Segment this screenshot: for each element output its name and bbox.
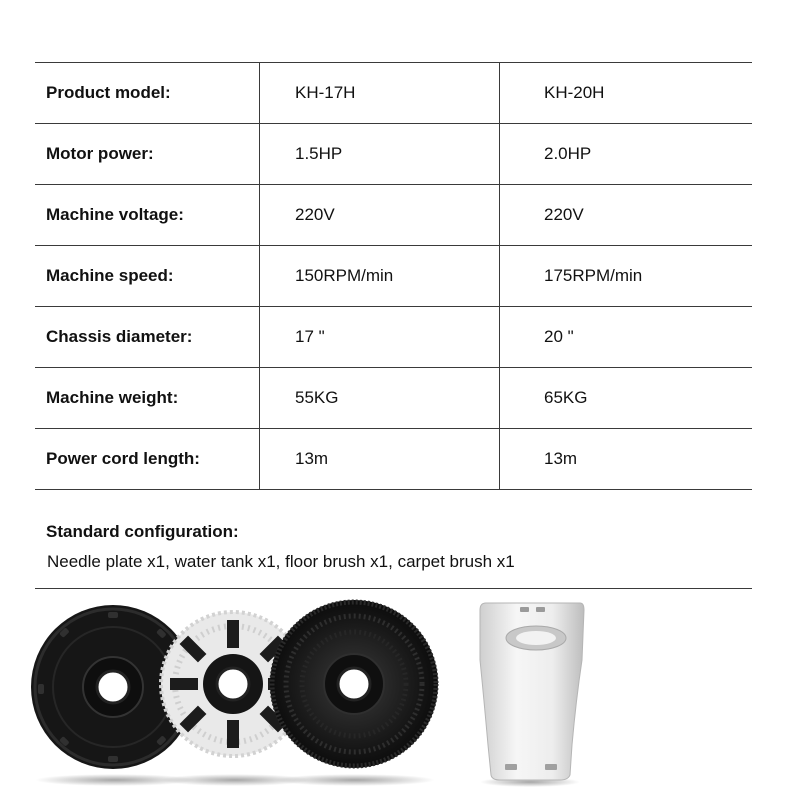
table-row: [35, 185, 752, 246]
spec-value-kh20: 175RPM/min: [500, 246, 753, 307]
spec-label: Chassis diameter:: [35, 307, 260, 368]
standard-configuration: [35, 502, 752, 589]
spec-value-kh20: 220V: [500, 185, 753, 246]
spec-label: Machine voltage:: [35, 185, 260, 246]
spec-value-kh20: 13m: [500, 429, 753, 490]
water-tank-icon: [480, 603, 584, 780]
spec-value-kh17: 17 ": [260, 307, 500, 368]
config-items: Needle plate x1, water tank x1, floor brush x1, carpet brush x1: [47, 552, 515, 571]
spec-label: Product model:: [35, 63, 260, 124]
spec-value-kh17: 220V: [260, 185, 500, 246]
table-row: [35, 124, 752, 185]
spec-value-kh17: 13m: [260, 429, 500, 490]
table-row: [35, 246, 752, 307]
spec-label: Power cord length:: [35, 429, 260, 490]
table-row: [35, 63, 752, 124]
spec-value-kh20: 20 ": [500, 307, 753, 368]
spec-value-kh17: 1.5HP: [260, 124, 500, 185]
spec-value-kh17: 55KG: [260, 368, 500, 429]
spec-table: [35, 62, 752, 490]
spec-label: Machine speed:: [35, 246, 260, 307]
table-row: [35, 307, 752, 368]
spec-value-kh20: 65KG: [500, 368, 753, 429]
spec-label: Motor power:: [35, 124, 260, 185]
accessories-photo: [0, 590, 800, 800]
config-title: Standard configuration:: [46, 522, 239, 541]
table-row: [35, 429, 752, 490]
carpet-brush-icon: [270, 600, 438, 768]
spec-value-kh17: 150RPM/min: [260, 246, 500, 307]
spec-value-kh17: KH-17H: [260, 63, 500, 124]
table-row: [35, 368, 752, 429]
spec-label: Machine weight:: [35, 368, 260, 429]
spec-value-kh20: KH-20H: [500, 63, 753, 124]
spec-value-kh20: 2.0HP: [500, 124, 753, 185]
